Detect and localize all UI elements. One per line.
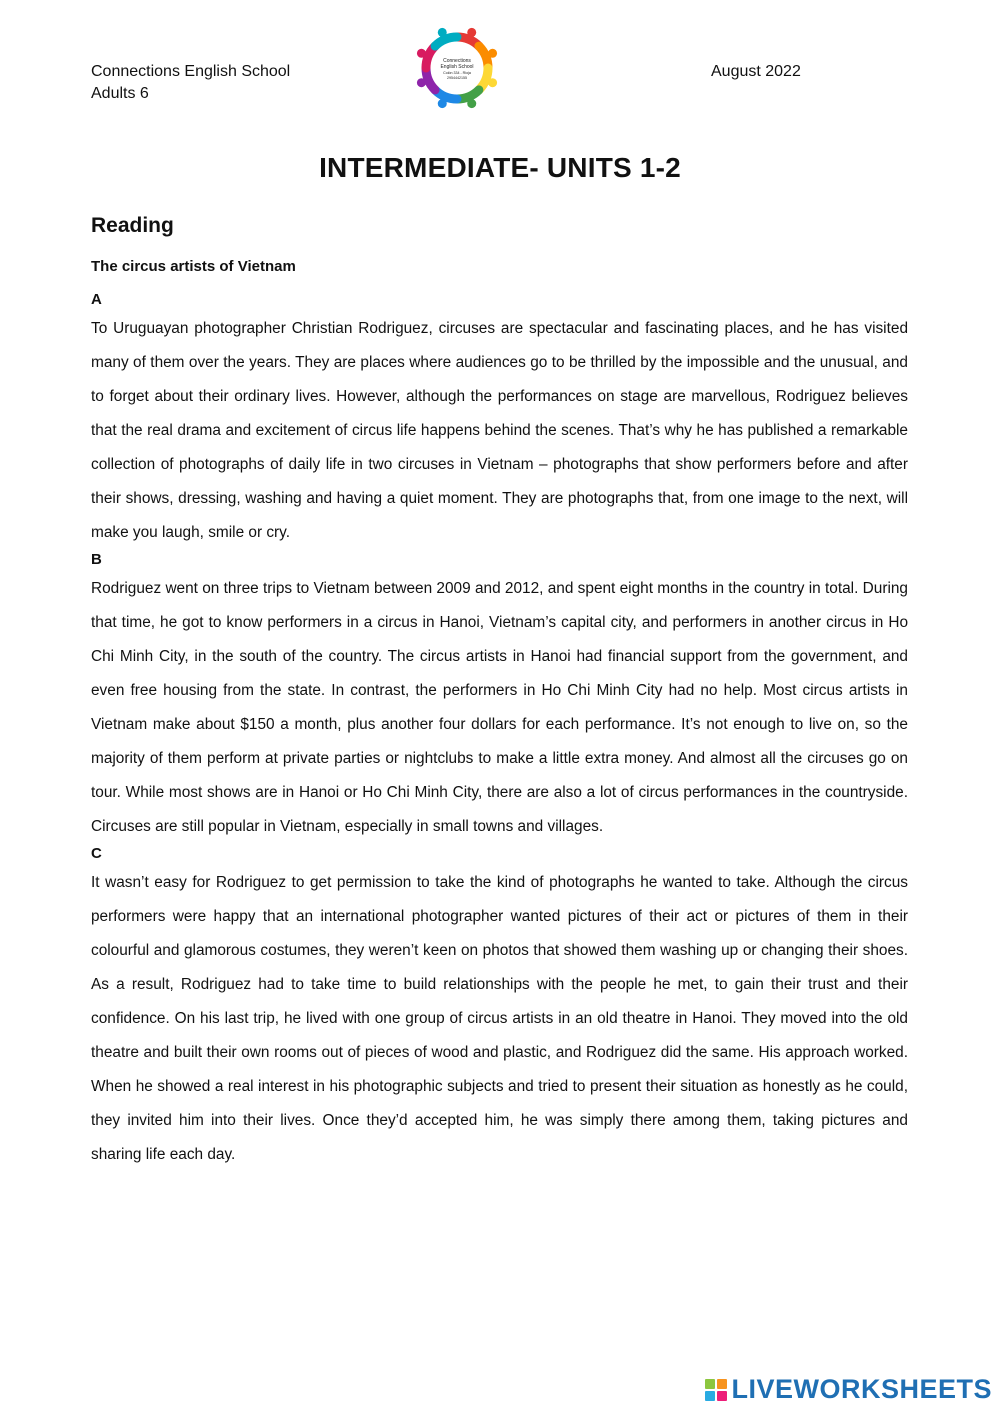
logo-text-1: Connections: [443, 58, 471, 64]
paragraph-text: Rodriguez went on three trips to Vietnam between 2009 and 2012, and spent eight months in the country in total. During that time, he got to know performers in a circus in Hanoi, Vietnam’s capital city, and performers in another circus in Ho Chi Minh City, in the south of the country. The circus artists in Hanoi had financial support from the government, and even free housing from the state. In contrast, the performers in Ho Chi Minh City had no help. Most circus artists in Vietnam make about $150 a month, plus another four dollars for each performance. It’s not enough to live on, so the majority of them perform at private parties or nightclubs to make a little extra money. And almost all the circuses go on tour. While most shows are in Hanoi or Ho Chi Minh City, there are also a lot of circus performances in the countryside. Circuses are still popular in Vietnam, especially in small towns and villages.: [91, 580, 908, 835]
logo-person-head: [467, 99, 476, 108]
liveworksheets-text: LIVEWORKSHEETS: [731, 1374, 992, 1404]
logo-person-head: [417, 49, 426, 58]
liveworksheets-logo: [705, 1374, 992, 1405]
lw-square-4: [717, 1391, 727, 1401]
paragraph-letter: A: [91, 291, 102, 308]
page-title: INTERMEDIATE- UNITS 1-2: [319, 152, 681, 183]
logo-text-2: English School: [440, 64, 474, 70]
class-level: Adults 6: [91, 85, 149, 102]
logo-text-3: Colón 334 - Rioja: [443, 71, 471, 75]
paragraph-text: It wasn’t easy for Rodriguez to get permission to take the kind of photographs he wanted to take. Although the circus performers were happy that an international photographer wanted pictures of their act or pictures of them in their colourful and glamorous costumes, they weren’t keen on photos that showed them washing up or changing their shoes. As a result, Rodriguez had to take time to build relationships with the people he met, to gain their trust and their confidence. On his last trip, he lived with one group of circus artists in an old theatre in Hanoi. They moved into the old theatre and built their own rooms out of pieces of wood and plastic, and Rodriguez did the same. His approach worked. When he showed a real interest in his photographic subjects and tried to present their situation as honestly as he could, they invited him into their lives. Once they’d accepted him, he was simply there among them, taking pictures and sharing life each day.: [91, 874, 908, 1163]
logo-person-head: [438, 28, 447, 37]
logo-person-head: [438, 99, 447, 108]
logo-person-head: [417, 78, 426, 87]
section-heading: Reading: [91, 214, 174, 237]
article-title: The circus artists of Vietnam: [91, 258, 296, 275]
logo-person-head: [488, 78, 497, 87]
paragraph-text: To Uruguayan photographer Christian Rodriguez, circuses are spectacular and fascinating places, and he has visited many of them over the years. They are places where audiences go to be thrilled by the impossible and the unusual, and to forget about their ordinary lives. However, although the performances on stage are marvellous, Rodriguez believes that the real drama and excitement of circus life happens behind the scenes. That’s why he has published a remarkable collection of photographs of daily life in two circuses in Vietnam – photographs that show performers before and after their shows, dressing, washing and having a quiet moment. They are photographs that, from one image to the next, will make you laugh, smile or cry.: [91, 320, 908, 541]
logo-text-4: 2954442155: [447, 76, 467, 80]
lw-square-3: [705, 1391, 715, 1401]
school-logo: [415, 26, 499, 110]
logo-person-head: [467, 28, 476, 37]
logo-person-head: [488, 49, 497, 58]
header-date: August 2022: [711, 63, 801, 80]
lw-square-2: [717, 1379, 727, 1389]
liveworksheets-icon: [705, 1379, 727, 1401]
paragraph-letter: B: [91, 551, 102, 568]
header-left: [91, 61, 290, 105]
logo-ring-segment: [435, 37, 457, 46]
paragraph-letter: C: [91, 845, 102, 862]
article-body: [91, 290, 908, 1172]
paragraph-c: [91, 844, 908, 1172]
paragraph-a: [91, 290, 908, 550]
school-name: Connections English School: [91, 63, 291, 80]
lw-square-1: [705, 1379, 715, 1389]
paragraph-b: [91, 550, 908, 844]
